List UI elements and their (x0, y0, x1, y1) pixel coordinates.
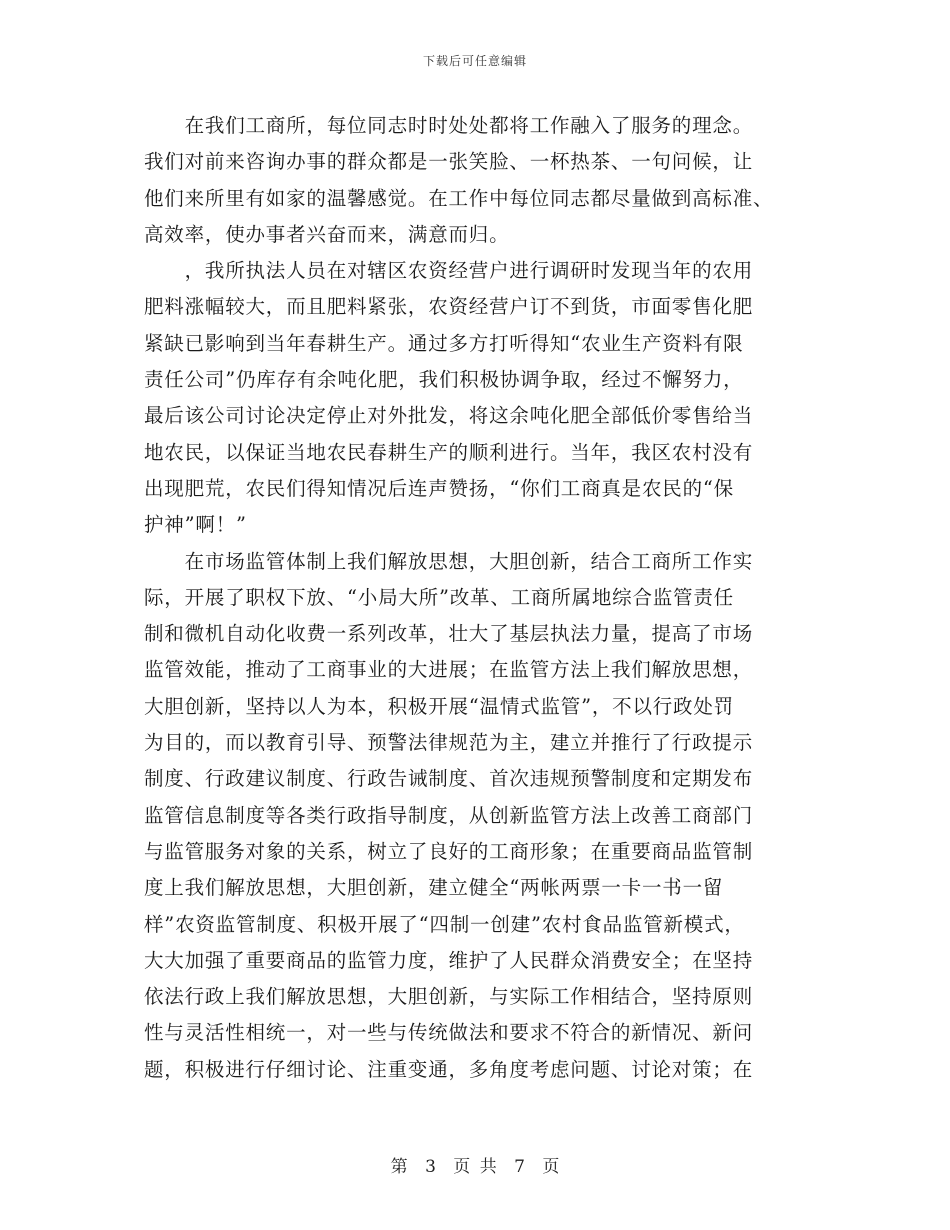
text-line: 大胆创新，坚持以人为本，积极开展“温情式监管”，不以行政处罚 (144, 694, 734, 718)
text-line: 度上我们解放思想，大胆创新，建立健全“两帐两票一卡一书一留 (144, 876, 724, 900)
text-line: 出现肥荒，农民们得知情况后连声赞扬，“你们工商真是农民的“保 (144, 476, 734, 500)
text-line: 监管信息制度等各类行政指导制度，从创新监管方法上改善工商部门 (144, 803, 754, 827)
page-number-suffix: 页 (542, 1157, 560, 1177)
text-line: 我们对前来咨询办事的群众都是一张笑脸、一杯热茶、一句问候，让 (144, 150, 754, 174)
text-line: 题，积极进行仔细讨论、注重变通，多角度考虑问题、讨论对策；在 (144, 1057, 754, 1081)
text-line: 性与灵活性相统一，对一些与传统做法和要求不符合的新情况、新问 (144, 1021, 754, 1045)
text-line: 紧缺已影响到当年春耕生产。通过多方打听得知“农业生产资料有限 (144, 331, 744, 355)
text-line: 大大加强了重要商品的监管力度，维护了人民群众消费安全；在坚持 (144, 948, 754, 972)
page-number-total: 7 (514, 1157, 525, 1177)
text-line: 最后该公司讨论决定停止对外批发，将这余吨化肥全部低价零售给当 (144, 404, 754, 428)
text-line: 高效率，使办事者兴奋而来，满意而归。 (144, 222, 510, 246)
text-line: 责任公司”仍库存有余吨化肥，我们积极协调争取，经过不懈努力， (144, 368, 744, 392)
text-line: 肥料涨幅较大，而且肥料紧张，农资经营户订不到货，市面零售化肥 (144, 295, 754, 319)
text-line: 依法行政上我们解放思想，大胆创新，与实际工作相结合，坚持原则 (144, 985, 754, 1009)
text-line: 在市场监管体制上我们解放思想，大胆创新，结合工商所工作实 (144, 549, 754, 573)
text-line: 样”农资监管制度、积极开展了“四制一创建”农村食品监管新模式， (144, 912, 745, 936)
text-line: 制和微机自动化收费一系列改革，壮大了基层执法力量，提高了市场 (144, 622, 754, 646)
text-line: 监管效能，推动了工商事业的大进展；在监管方法上我们解放思想， (144, 658, 754, 682)
text-line: 际，开展了职权下放、“小局大所”改革、工商所属地综合监管责任 (144, 585, 734, 609)
text-line: 他们来所里有如家的温馨感觉。在工作中每位同志都尽量做到高标准、 (144, 186, 774, 210)
text-line: 为目的，而以教育引导、预警法律规范为主，建立并推行了行政提示 (144, 731, 754, 755)
text-line: 与监管服务对象的关系，树立了良好的工商形象；在重要商品监管制 (144, 839, 754, 863)
text-line: 地农民，以保证当地农民春耕生产的顺利进行。当年，我区农村没有 (144, 440, 754, 464)
page-header-note: 下载后可任意编辑 (422, 54, 527, 68)
document-body (144, 108, 824, 1088)
page-number-footer (0, 1152, 950, 1177)
text-line: 制度、行政建议制度、行政告诫制度、首次违规预警制度和定期发布 (144, 767, 754, 791)
text-line: ，我所执法人员在对辖区农资经营户进行调研时发现当年的农用 (144, 259, 754, 283)
text-line: 在我们工商所，每位同志时时处处都将工作融入了服务的理念。 (144, 114, 754, 137)
page-number-middle: 页 共 (453, 1157, 497, 1177)
page-number-prefix: 第 (390, 1157, 408, 1177)
text-line: 护神”啊！” (144, 513, 247, 537)
page-number-current: 3 (425, 1157, 436, 1177)
